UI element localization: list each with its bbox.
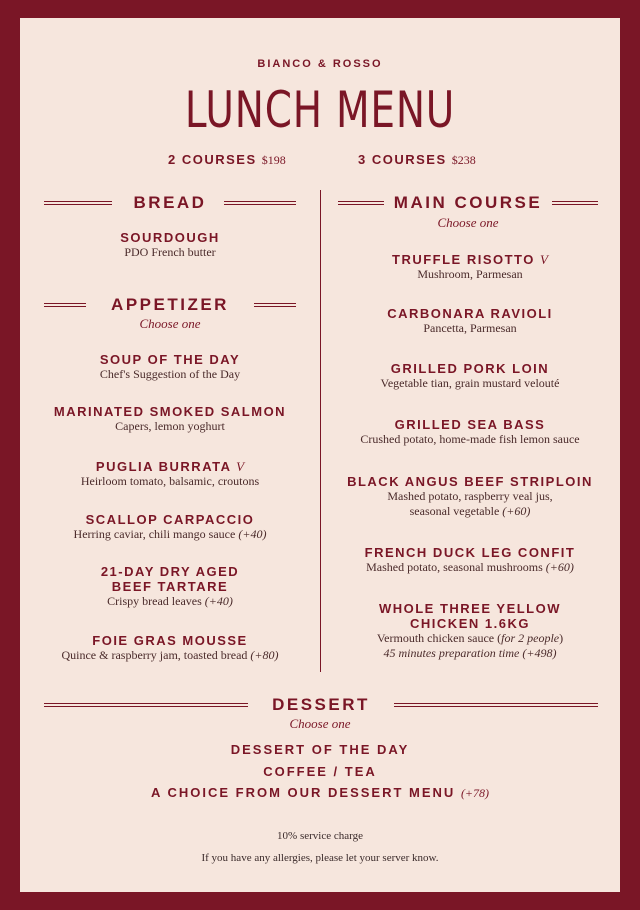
dessert-item: COFFEE / TEA (263, 764, 377, 779)
item-description: Vegetable tian, grain mustard velouté (380, 376, 560, 390)
item-description: PDO French butter (124, 245, 216, 259)
main-course-heading: MAIN COURSE (393, 193, 543, 212)
item-name: FRENCH DUCK LEG CONFIT (364, 545, 576, 560)
item-name: FOIE GRAS MOUSSE (92, 633, 248, 648)
heading-rule (394, 703, 598, 707)
course-option-3-label: 3 COURSES (358, 152, 447, 167)
item-name: MARINATED SMOKED SALMON (53, 404, 287, 419)
restaurant-name: BIANCO & ROSSO (257, 58, 383, 70)
section-heading-bread (44, 192, 296, 214)
dessert-item-row (20, 785, 620, 801)
course-option-2-price: $198 (261, 153, 286, 167)
appetizer-heading: APPETIZER (111, 295, 229, 314)
section-heading-appetizer (44, 294, 296, 316)
dessert-heading: DESSERT (272, 695, 370, 714)
supplement-price: (+80) (250, 648, 279, 662)
appetizer-subheading: Choose one (139, 316, 201, 331)
menu-item (330, 252, 610, 282)
menu-item (326, 545, 614, 575)
heading-rule (552, 201, 598, 205)
menu-item (34, 512, 306, 542)
course-option-3-price: $238 (451, 153, 476, 167)
menu-item (330, 361, 610, 391)
heading-rule (254, 303, 296, 307)
main-course-subheading: Choose one (437, 215, 499, 230)
item-description-row (326, 646, 614, 661)
item-description-line-2: 45 minutes preparation time (383, 646, 520, 660)
item-name: SOURDOUGH (120, 230, 220, 245)
item-name-line-2: BEEF TARTARE (111, 579, 229, 594)
item-description: Quince & raspberry jam, toasted bread (61, 648, 248, 662)
menu-item (326, 417, 614, 447)
item-name: PUGLIA BURRATA (95, 459, 232, 474)
item-description: Herring caviar, chili mango sauce (73, 527, 236, 541)
item-description-end: ) (559, 631, 564, 645)
item-name-row (34, 459, 306, 474)
dessert-subheading: Choose one (289, 716, 351, 731)
item-name: WHOLE THREE YELLOW (378, 601, 562, 616)
item-name: 21-DAY DRY AGED (100, 564, 240, 579)
supplement-price: (+498) (522, 646, 557, 660)
menu-card (20, 18, 620, 892)
item-name: TRUFFLE RISOTTO (392, 252, 535, 267)
course-option-3 (358, 152, 476, 168)
item-description-italic: for 2 people (501, 631, 560, 645)
vegetarian-icon: V (236, 459, 245, 474)
menu-item (326, 474, 614, 519)
supplement-price: (+60) (502, 504, 531, 518)
dessert-item: A CHOICE FROM OUR DESSERT MENU (150, 785, 456, 800)
item-description: Chef's Suggestion of the Day (99, 367, 241, 381)
bread-heading: BREAD (133, 193, 207, 212)
item-name-row (330, 252, 610, 267)
item-description-row (34, 527, 306, 542)
supplement-price: (+40) (204, 594, 233, 608)
item-name: CARBONARA RAVIOLI (387, 306, 553, 321)
menu-item (34, 352, 306, 382)
allergy-note: If you have any allergies, please let your server know. (201, 852, 439, 864)
item-description-row (326, 504, 614, 519)
item-description-row (326, 560, 614, 575)
item-description-line-2: seasonal vegetable (409, 504, 500, 518)
course-option-2 (168, 152, 286, 168)
item-name: SCALLOP CARPACCIO (85, 512, 255, 527)
item-name-line-2: CHICKEN 1.6KG (410, 616, 530, 631)
menu-item (326, 601, 614, 661)
dessert-item: DESSERT OF THE DAY (230, 742, 410, 757)
item-name: GRILLED SEA BASS (394, 417, 546, 432)
item-description: Mushroom, Parmesan (417, 267, 523, 281)
section-heading-dessert (44, 694, 598, 716)
item-description: Pancetta, Parmesan (423, 321, 517, 335)
item-description: Mashed potato, raspberry veal jus, (387, 489, 553, 503)
item-description-row (34, 594, 306, 609)
heading-rule (224, 201, 296, 205)
menu-item (34, 459, 306, 489)
item-description: Capers, lemon yoghurt (115, 419, 225, 433)
vegetarian-icon: V (540, 252, 548, 267)
item-name: BLACK ANGUS BEEF STRIPLOIN (347, 474, 593, 489)
supplement-price: (+40) (238, 527, 267, 541)
menu-item (330, 306, 610, 336)
item-description: Heirloom tomato, balsamic, croutons (80, 474, 260, 488)
item-description-row (30, 648, 310, 663)
item-description: Crushed potato, home-made fish lemon sauce (360, 432, 580, 446)
menu-item (44, 230, 296, 260)
column-divider (320, 190, 321, 672)
item-name: SOUP OF THE DAY (99, 352, 241, 367)
course-option-2-label: 2 COURSES (168, 152, 257, 167)
item-description: Vermouth chicken sauce ( (376, 631, 502, 645)
menu-item (34, 564, 306, 609)
menu-title: LUNCH MENU (184, 81, 456, 139)
item-description-row (326, 631, 614, 646)
item-name: GRILLED PORK LOIN (390, 361, 550, 376)
section-heading-main-course (338, 192, 598, 214)
item-description: Crispy bread leaves (107, 594, 202, 608)
supplement-price: (+78) (460, 786, 490, 800)
menu-item (30, 633, 310, 663)
supplement-price: (+60) (545, 560, 574, 574)
menu-item (34, 404, 306, 434)
service-charge-note: 10% service charge (277, 830, 363, 842)
item-description: Mashed potato, seasonal mushrooms (366, 560, 543, 574)
